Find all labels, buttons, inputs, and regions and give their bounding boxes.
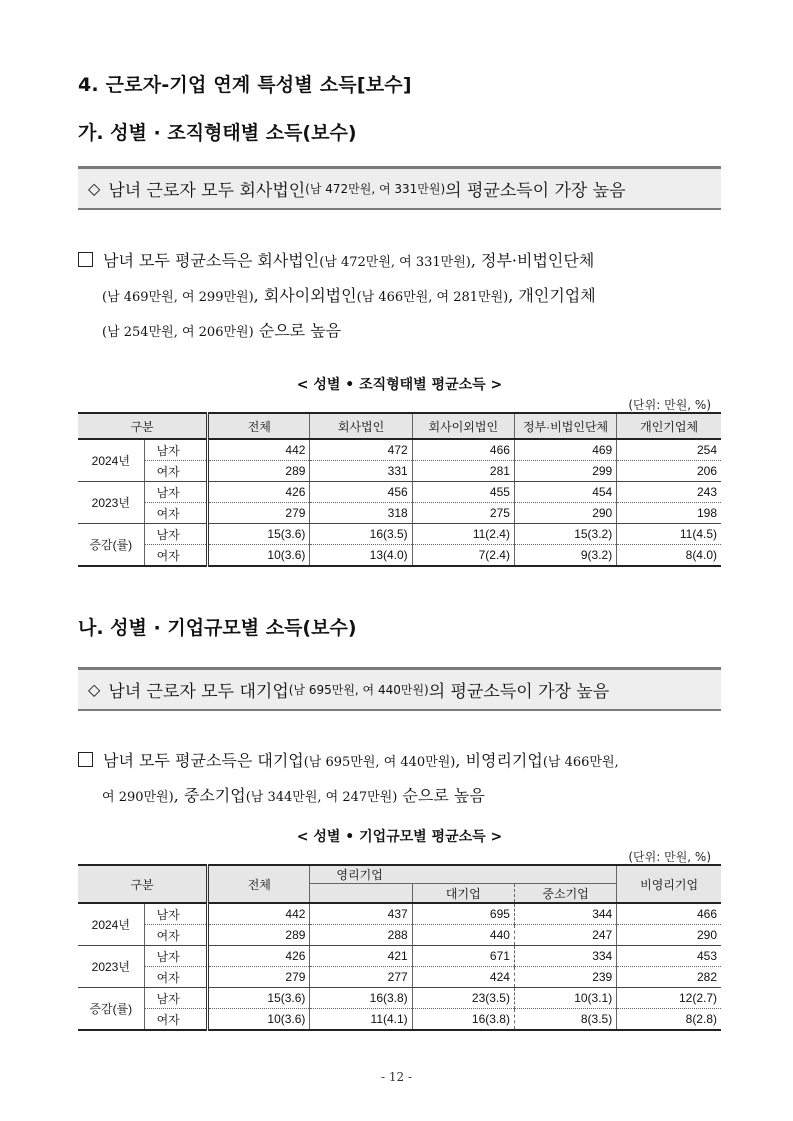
table-cell: 10(3.1) <box>514 988 616 1009</box>
summary-banner-size <box>78 667 721 711</box>
table-cell: 453 <box>617 946 721 967</box>
table-cell: 318 <box>310 503 412 524</box>
table-cell: 275 <box>412 503 514 524</box>
table-cell: 421 <box>310 946 412 967</box>
table-cell: 454 <box>514 482 616 503</box>
table-cell: 289 <box>208 461 310 482</box>
page-number: - 12 - <box>380 1070 412 1084</box>
table-cell: 469 <box>514 439 616 461</box>
table-cell: 289 <box>208 925 310 946</box>
row-sex-label: 여자 <box>144 461 208 482</box>
table-cell: 10(3.6) <box>208 545 310 567</box>
table-cell: 290 <box>514 503 616 524</box>
banner-text: 남녀 근로자 모두 대기업 <box>108 682 289 702</box>
table-org-type <box>78 412 721 567</box>
table-cell: 344 <box>514 903 616 925</box>
table-cell: 279 <box>208 967 310 988</box>
diamond-icon: ◇ <box>88 680 101 699</box>
row-sex-label: 여자 <box>144 545 208 567</box>
table-cell: 9(3.2) <box>514 545 616 567</box>
para-detail: 여 290만원) <box>102 790 174 805</box>
para-detail: (남 469만원, 여 299만원) <box>102 290 254 305</box>
table-row <box>78 925 721 946</box>
table-cell: 8(3.5) <box>514 1009 616 1031</box>
row-group-label: 증감(률) <box>89 1002 133 1016</box>
row-sex-label: 여자 <box>144 1009 208 1031</box>
para-detail: (남 466만원, 여 281만원) <box>356 290 509 305</box>
row-sex-label: 남자 <box>144 524 208 545</box>
table-title-size: < 성별 • 기업규모별 평균소득 > <box>296 829 503 845</box>
para-text: , 비영리기업 <box>455 751 543 770</box>
header-corp: 회사법인 <box>310 413 412 439</box>
unit-label: (단위: 만원, %) <box>628 850 711 864</box>
checkbox-square-icon <box>78 252 93 267</box>
table-cell: 243 <box>617 482 721 503</box>
table-cell: 282 <box>617 967 721 988</box>
banner-text-end: 의 평균소득이 가장 높음 <box>428 682 610 702</box>
table-title-org-type: < 성별 • 조직형태별 평균소득 > <box>296 377 503 393</box>
table-cell: 13(4.0) <box>310 545 412 567</box>
row-group-label: 2024년 <box>78 439 144 482</box>
para-text: 순으로 높음 <box>253 321 342 340</box>
para-text: 순으로 높음 <box>397 786 485 805</box>
table-cell: 247 <box>514 925 616 946</box>
para-text: , 회사이외법인 <box>253 286 357 305</box>
table-cell: 331 <box>310 461 412 482</box>
table-cell: 7(2.4) <box>412 545 514 567</box>
table-cell: 426 <box>208 946 310 967</box>
table-cell: 11(4.1) <box>310 1009 412 1031</box>
header-profit-sub <box>310 884 412 904</box>
table-row <box>78 1009 721 1031</box>
table-cell: 10(3.6) <box>208 1009 310 1031</box>
table-cell: 472 <box>310 439 412 461</box>
row-group-label: 2023년 <box>78 946 144 988</box>
header-total: 전체 <box>208 865 310 903</box>
para-text: , 정부·비법인단체 <box>470 251 595 270</box>
banner-detail: (남 695만원, 여 440만원) <box>288 683 429 697</box>
summary-paragraph-org-type <box>78 244 728 349</box>
table-cell: 16(3.8) <box>310 988 412 1009</box>
header-gubun: 구분 <box>78 413 208 439</box>
table-row <box>78 903 721 925</box>
table-row <box>78 967 721 988</box>
table-cell: 288 <box>310 925 412 946</box>
checkbox-square-icon <box>78 752 93 767</box>
table-cell: 16(3.8) <box>412 1009 514 1031</box>
para-detail: (남 695만원, 여 440만원) <box>303 755 456 770</box>
table-size <box>78 864 721 1031</box>
table-cell: 281 <box>412 461 514 482</box>
para-text: , 중소기업 <box>173 786 246 805</box>
banner-text: 남녀 근로자 모두 회사법인 <box>108 181 306 201</box>
para-text: 남녀 모두 평균소득은 대기업 <box>103 751 304 770</box>
table-cell: 239 <box>514 967 616 988</box>
diamond-icon: ◇ <box>88 179 101 198</box>
table-cell: 198 <box>617 503 721 524</box>
header-individual: 개인기업체 <box>617 413 721 439</box>
table-row <box>78 946 721 967</box>
table-cell: 254 <box>617 439 721 461</box>
banner-detail: (남 472만원, 여 331만원) <box>305 182 446 196</box>
table-cell: 424 <box>412 967 514 988</box>
table-cell: 440 <box>412 925 514 946</box>
table-cell: 11(2.4) <box>412 524 514 545</box>
table-cell: 442 <box>208 439 310 461</box>
table-cell: 15(3.2) <box>514 524 616 545</box>
row-sex-label: 여자 <box>144 967 208 988</box>
row-sex-label: 남자 <box>144 439 208 461</box>
table-row <box>78 461 721 482</box>
table-cell: 299 <box>514 461 616 482</box>
row-sex-label: 여자 <box>144 925 208 946</box>
header-nonprofit: 비영리기업 <box>617 865 721 903</box>
table-cell: 466 <box>412 439 514 461</box>
table-cell: 456 <box>310 482 412 503</box>
subsection-title-org-type: 가. 성별 · 조직형태별 소득(보수) <box>78 122 357 144</box>
summary-banner-org-type <box>78 166 721 210</box>
row-sex-label: 여자 <box>144 503 208 524</box>
table-row <box>78 524 721 545</box>
table-row <box>78 439 721 461</box>
section-title: 4. 근로자-기업 연계 특성별 소득[보수] <box>78 74 412 96</box>
table-cell: 290 <box>617 925 721 946</box>
table-cell: 695 <box>412 903 514 925</box>
row-sex-label: 남자 <box>144 903 208 925</box>
row-sex-label: 남자 <box>144 946 208 967</box>
table-cell: 8(2.8) <box>617 1009 721 1031</box>
row-group-label: 2023년 <box>78 482 144 524</box>
table-cell: 279 <box>208 503 310 524</box>
subsection-title-size: 나. 성별 · 기업규모별 소득(보수) <box>78 617 357 639</box>
header-total: 전체 <box>208 413 310 439</box>
table-row <box>78 545 721 567</box>
banner-text-end: 의 평균소득이 가장 높음 <box>445 181 626 201</box>
table-cell: 12(2.7) <box>617 988 721 1009</box>
table-cell: 16(3.5) <box>310 524 412 545</box>
table-cell: 206 <box>617 461 721 482</box>
summary-paragraph-size <box>78 744 728 814</box>
header-gov: 정부·비법인단체 <box>514 413 616 439</box>
table-row <box>78 988 721 1009</box>
table-cell: 8(4.0) <box>617 545 721 567</box>
table-cell: 15(3.6) <box>208 524 310 545</box>
table-cell: 437 <box>310 903 412 925</box>
table-cell: 426 <box>208 482 310 503</box>
row-group-label: 2024년 <box>78 903 144 946</box>
table-cell: 23(3.5) <box>412 988 514 1009</box>
para-text: , 개인기업체 <box>508 286 596 305</box>
table-cell: 671 <box>412 946 514 967</box>
header-noncorp: 회사이외법인 <box>412 413 514 439</box>
table-cell: 334 <box>514 946 616 967</box>
header-profit: 영리기업 <box>310 865 617 884</box>
para-detail: (남 344만원, 여 247만원) <box>245 790 398 805</box>
para-text: 남녀 모두 평균소득은 회사법인 <box>103 251 320 270</box>
header-sme: 중소기업 <box>514 884 616 904</box>
table-cell: 15(3.6) <box>208 988 310 1009</box>
table-cell: 455 <box>412 482 514 503</box>
table-cell: 442 <box>208 903 310 925</box>
para-detail: (남 254만원, 여 206만원) <box>102 325 254 340</box>
table-row <box>78 503 721 524</box>
para-detail: (남 466만원, <box>542 755 619 770</box>
table-cell: 277 <box>310 967 412 988</box>
para-detail: (남 472만원, 여 331만원) <box>319 255 471 270</box>
header-gubun: 구분 <box>78 865 208 903</box>
row-sex-label: 남자 <box>144 482 208 503</box>
row-sex-label: 남자 <box>144 988 208 1009</box>
header-large: 대기업 <box>412 884 514 904</box>
unit-label: (단위: 만원, %) <box>628 398 711 412</box>
table-row <box>78 482 721 503</box>
row-group-label: 증감(률) <box>89 538 133 552</box>
table-cell: 11(4.5) <box>617 524 721 545</box>
table-cell: 466 <box>617 903 721 925</box>
